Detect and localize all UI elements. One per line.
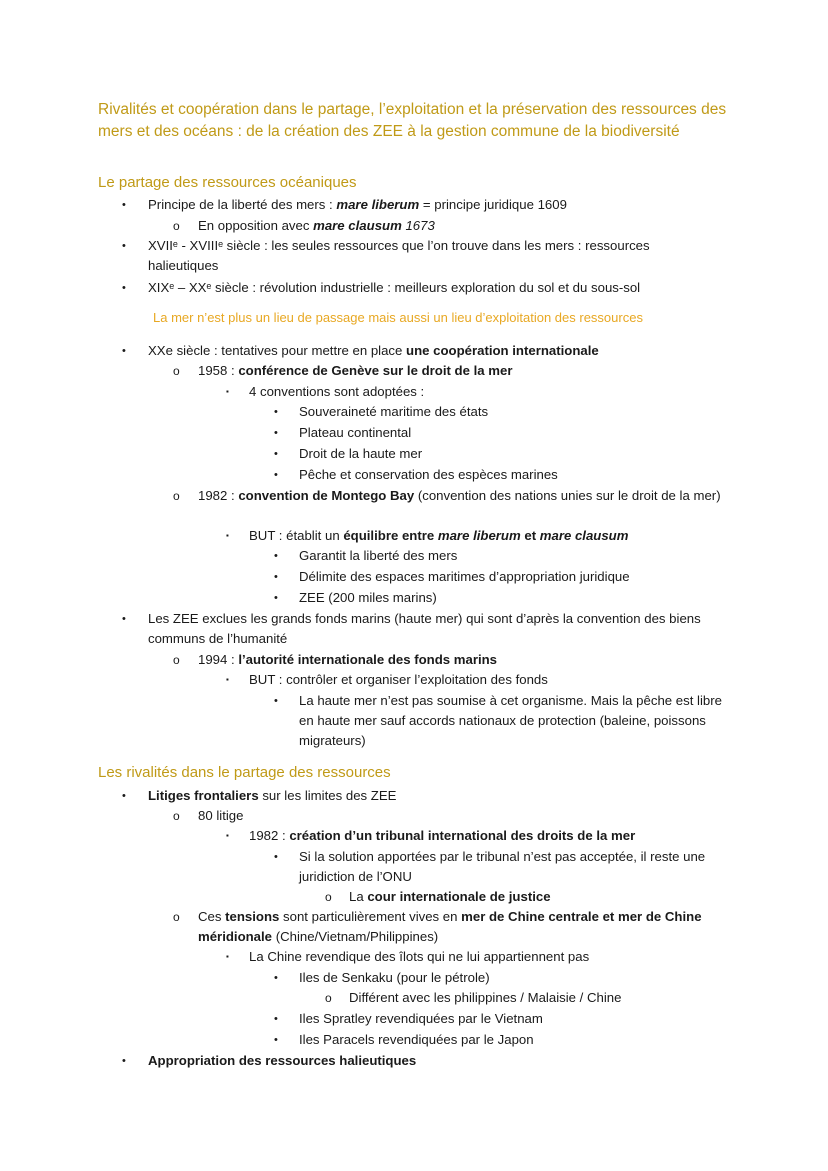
bullet-circle: o (173, 653, 180, 667)
bullet-dot: • (122, 613, 126, 625)
bullet-dot: • (122, 282, 126, 294)
bullet-dot: • (274, 592, 278, 604)
list-item: 1994 : l’autorité internationale des fonds marins (198, 652, 498, 667)
list-item: 1982 : création d’un tribunal international des droits de la mer (249, 828, 636, 843)
bullet-circle: o (325, 890, 332, 904)
bullet-dot: • (274, 550, 278, 562)
bullet-dot: • (274, 851, 278, 863)
bullet-dot: • (274, 1034, 278, 1046)
bullet-circle: o (173, 910, 180, 924)
list-item: Garantit la liberté des mers (299, 548, 458, 563)
list-item: La cour internationale de justice (349, 889, 551, 904)
bullet-circle: o (173, 219, 180, 233)
bullet-square: ▪ (226, 531, 229, 540)
list-item: XVIIᵉ - XVIIIᵉ siècle : les seules ressources que l’on trouve dans les mers : ressources halieutiques (148, 238, 650, 273)
bullet-square: ▪ (226, 952, 229, 961)
list-item: Iles de Senkaku (pour le pétrole) (299, 970, 490, 985)
list-item: ZEE (200 miles marins) (299, 590, 437, 605)
list-item: Souveraineté maritime des états (299, 404, 489, 419)
bullet-dot: • (122, 790, 126, 802)
list-item: 1982 : convention de Montego Bay (convention des nations unies sur le droit de la mer) (198, 488, 721, 503)
page-title: Rivalités et coopération dans le partage, l’exploitation et la préservation des ressources des mers et des océans : de la création des ZEE à la gestion commune de la biodiversité (98, 101, 727, 140)
bullet-dot: • (274, 972, 278, 984)
bullet-circle: o (173, 364, 180, 378)
bullet-circle: o (173, 809, 180, 823)
bullet-dot: • (274, 427, 278, 439)
bullet-dot: • (274, 448, 278, 460)
bullet-dot: • (274, 571, 278, 583)
bullet-square: ▪ (226, 387, 229, 396)
bullet-circle: o (173, 489, 180, 503)
bullet-dot: • (122, 345, 126, 357)
section-heading-partage: Le partage des ressources océaniques (98, 174, 357, 191)
list-item: Principe de la liberté des mers : mare liberum = principe juridique 1609 (148, 197, 567, 212)
list-item: Pêche et conservation des espèces marines (299, 467, 558, 482)
list-item: La haute mer n’est pas soumise à cet organisme. Mais la pêche est libre en haute mer sauf accords nationaux de protection (baleine, poissons migrateurs) (299, 693, 722, 748)
bullet-circle: o (325, 991, 332, 1005)
list-item: Droit de la haute mer (299, 446, 423, 461)
bullet-dot: • (122, 1055, 126, 1067)
highlight-quote: La mer n’est plus un lieu de passage mais aussi un lieu d’exploitation des ressources (153, 310, 643, 325)
bullet-square: ▪ (226, 675, 229, 684)
list-item: Iles Spratley revendiquées par le Vietnam (299, 1011, 543, 1026)
section-heading-rivalites: Les rivalités dans le partage des ressources (98, 764, 391, 781)
list-item: Iles Paracels revendiquées par le Japon (299, 1032, 534, 1047)
bullet-dot: • (274, 1013, 278, 1025)
list-item: XXe siècle : tentatives pour mettre en place une coopération internationale (148, 343, 599, 358)
list-item: La Chine revendique des îlots qui ne lui appartiennent pas (249, 949, 590, 964)
list-item: 4 conventions sont adoptées : (249, 384, 425, 399)
list-item: Différent avec les philippines / Malaisie / Chine (349, 990, 622, 1005)
bullet-dot: • (122, 240, 126, 252)
list-item: Plateau continental (299, 425, 412, 440)
list-item: 1958 : conférence de Genève sur le droit de la mer (198, 363, 513, 378)
list-item: 80 litige (198, 808, 244, 823)
list-item: Ces tensions sont particulièrement vives en mer de Chine centrale et mer de Chine méridionale (Chine/Vietnam/Philippines) (198, 909, 702, 944)
list-item: Litiges frontaliers sur les limites des ZEE (148, 788, 397, 803)
list-item: Si la solution apportées par le tribunal n’est pas acceptée, il reste une juridiction de l’ONU (299, 849, 706, 884)
list-item: Appropriation des ressources halieutiques (148, 1053, 417, 1068)
list-item: En opposition avec mare clausum 1673 (198, 218, 435, 233)
bullet-dot: • (274, 695, 278, 707)
list-item: Les ZEE exclues les grands fonds marins (haute mer) qui sont d’après la convention des biens communs de l’humanité (148, 611, 701, 646)
bullet-square: ▪ (226, 831, 229, 840)
bullet-dot: • (274, 406, 278, 418)
list-item: Délimite des espaces maritimes d’appropriation juridique (299, 569, 630, 584)
list-item: BUT : contrôler et organiser l’exploitation des fonds (249, 672, 548, 687)
list-item: BUT : établit un équilibre entre mare liberum et mare clausum (249, 528, 629, 543)
bullet-dot: • (122, 199, 126, 211)
list-item: XIXᵉ – XXᵉ siècle : révolution industrielle : meilleurs exploration du sol et du sous-sol (148, 280, 641, 295)
bullet-dot: • (274, 469, 278, 481)
